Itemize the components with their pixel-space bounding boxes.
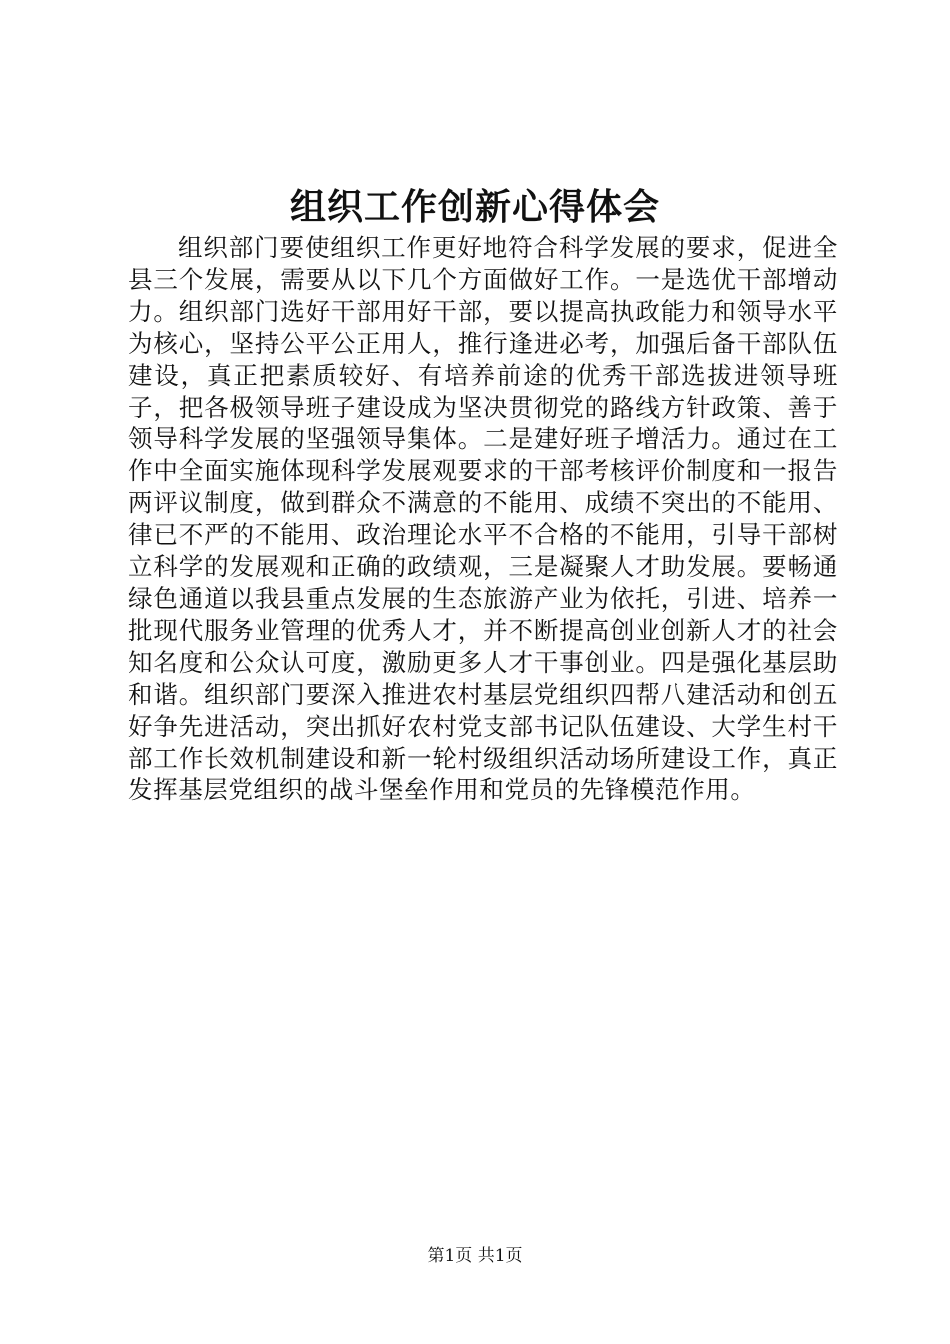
document-title: 组织工作创新心得体会	[289, 187, 660, 228]
page-number-footer: 第1页 共1页	[427, 1246, 523, 1266]
body-paragraph: 组织部门要使组织工作更好地符合科学发展的要求，促进全县三个发展，需要从以下几个方面做好工作。一是选优干部增动力。组织部门选好干部用好干部，要以提高执政能力和领导水平为核心，坚持公平公正用人，推行逢进必考，加强后备干部队伍建设，真正把素质较好、有培养前途的优秀干部选拔进领导班子，把各极领导班子建设成为坚决贯彻党的路线方针政策、善于领导科学发展的坚强领导集体。二是建好班子增活力。通过在工作中全面实施体现科学发展观要求的干部考核评价制度和一报告两评议制度，做到群众不满意的不能用、成绩不突出的不能用、律已不严的不能用、政治理论水平不合格的不能用，引导干部树立科学的发展观和正确的政绩观，三是凝聚人才助发展。要畅通绿色通道以我县重点发展的生态旅游产业为依托，引进、培养一批现代服务业管理的优秀人才，并不断提高创业创新人才的社会知名度和公众认可度，激励更多人才干事创业。四是强化基层助和谐。组织部门要深入推进农村基层党组织四帮八建活动和创五好争先进活动，突出抓好农村党支部书记队伍建设、大学生村干部工作长效机制建设和新一轮村级组织活动场所建设工作，真正发挥基层党组织的战斗堡垒作用和党员的先锋模范作用。	[128, 233, 838, 805]
